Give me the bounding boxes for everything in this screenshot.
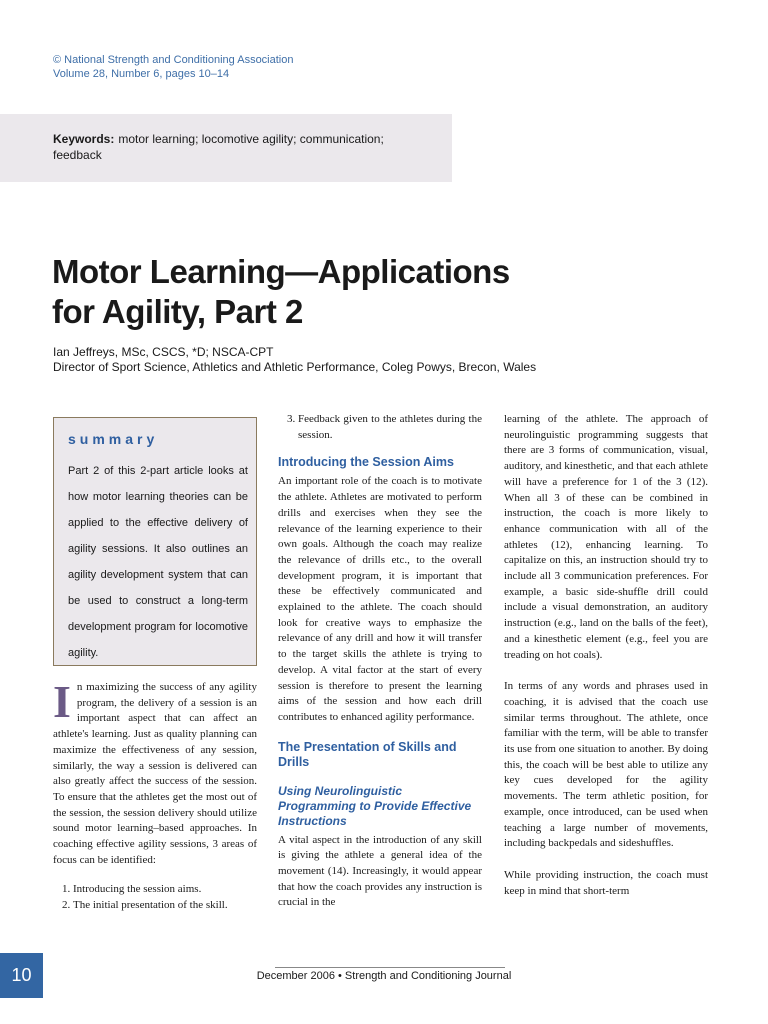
summary-heading: summary <box>68 431 159 447</box>
intro-text: n maximizing the success of any agility program, the delivery of a session is an important aspect that can affect an athlete's learning. Just as quality planning can maximize the effectiveness of any session, similarly, the way a session is delivered can also greatly affect the success of the session. To ensure that the athletes get the most out of the session, the session delivery should utilize sound motor learning–based approaches. In coaching effective agility sessions, 3 areas of focus can be identified: <box>53 681 257 866</box>
section-heading: Introducing the Session Aims <box>278 455 454 470</box>
text-column-3 <box>504 412 708 899</box>
list-item: 3. Feedback given to the athletes during the session. <box>298 412 482 443</box>
summary-body: Part 2 of this 2-part article looks at how motor learning theories can be applied to the effective delivery of agility sessions. It also outlines an agility development system that can be used to construct a long-term development program for locomotive agility. <box>68 465 248 659</box>
focus-areas-list-continued <box>278 412 482 443</box>
footer-divider <box>275 967 505 968</box>
keywords-box <box>0 114 452 182</box>
text-column-1 <box>53 676 257 914</box>
paragraph-gap <box>504 852 708 868</box>
drop-cap: I <box>53 676 71 727</box>
subsection-heading: Using Neurolinguistic Programming to Provide Effective Instructions <box>278 783 472 828</box>
paragraph-gap <box>504 663 708 679</box>
intro-paragraph <box>53 676 257 868</box>
summary-box <box>53 417 257 666</box>
copyright-block <box>53 53 293 81</box>
keywords-line1: motor learning; locomotive agility; communication; <box>118 132 384 146</box>
author-affiliation: Director of Sport Science, Athletics and Athletic Performance, Coleg Powys, Brecon, Wales <box>53 360 537 374</box>
paragraph: While providing instruction, the coach must keep in mind that short-term <box>504 868 708 897</box>
list-item: 1. Introducing the session aims. <box>73 882 257 898</box>
paragraph: A vital aspect in the introduction of any skill is giving the athlete a general idea of the movement (14). Increasingly, it would appear that how the coach provides any instruction is crucial in the <box>278 833 482 909</box>
page-number: 10 <box>0 953 43 998</box>
volume-line: Volume 28, Number 6, pages 10–14 <box>53 68 230 80</box>
title-line1: Motor Learning—Applications <box>52 253 510 290</box>
title-line2: for Agility, Part 2 <box>52 293 303 330</box>
keywords-line2: feedback <box>53 148 102 162</box>
keywords-label: Keywords: <box>53 132 115 146</box>
list-item: 2. The initial presentation of the skill. <box>73 898 257 914</box>
copyright-line: © National Strength and Conditioning Association <box>53 54 294 66</box>
author-block <box>53 345 536 375</box>
keywords-text <box>53 131 433 163</box>
paragraph: An important role of the coach is to motivate the athlete. Athletes are motivated to perform drills and exercises when they see the relevance of the learning experience to their own goals. Although the coach may realize the relevance of drills etc., to the overall development program, it is important that these be effectively communicated and explained to the athlete. The coach should look for creative ways to emphasize the relevance of any drill and how it will transfer to the target skills the athlete is trying to develop. A vital factor at the start of every session is therefore to present the learning aims of the session and how each drill contributes to enhanced agility performance. <box>278 475 482 723</box>
section-heading: The Presentation of Skills and Drills <box>278 739 457 769</box>
footer-journal: December 2006 • Strength and Conditioning Journal <box>256 970 512 982</box>
paragraph: learning of the athlete. The approach of neurolinguistic programming suggests that there are 3 forms of communication, visual, auditory, and kinesthetic, and that each athlete will have a preference for 1 of the 3 (12). When all 3 of these can be combined in instruction, the coach is more likely to enhance communication with all of the athletes (12), enhancing learning. To capitalize on this, an instruction should try to include all 3 communication preferences. For example, a basic side-shuffle drill could include a visual demonstration, an auditory instruction (e.g., land on the balls of the feet), and a kinesthetic element (e.g., feel you are treading on hot coals). <box>504 413 708 661</box>
paragraph: In terms of any words and phrases used in coaching, it is advised that the coach use similar terms throughout. The athlete, once familiar with the term, will be able to transfer its use from one situation to another. By doing this, the coach will be best able to utilize any key cues developed for the agility movements. The term athletic position, for example, once introduced, can be used when teaching a large number of movements, including backpedals and sideshuffles. <box>504 680 708 850</box>
article-title <box>52 252 692 332</box>
text-column-2 <box>278 412 482 911</box>
author-name: Ian Jeffreys, MSc, CSCS, *D; NSCA-CPT <box>53 345 274 359</box>
focus-areas-list <box>53 882 257 913</box>
